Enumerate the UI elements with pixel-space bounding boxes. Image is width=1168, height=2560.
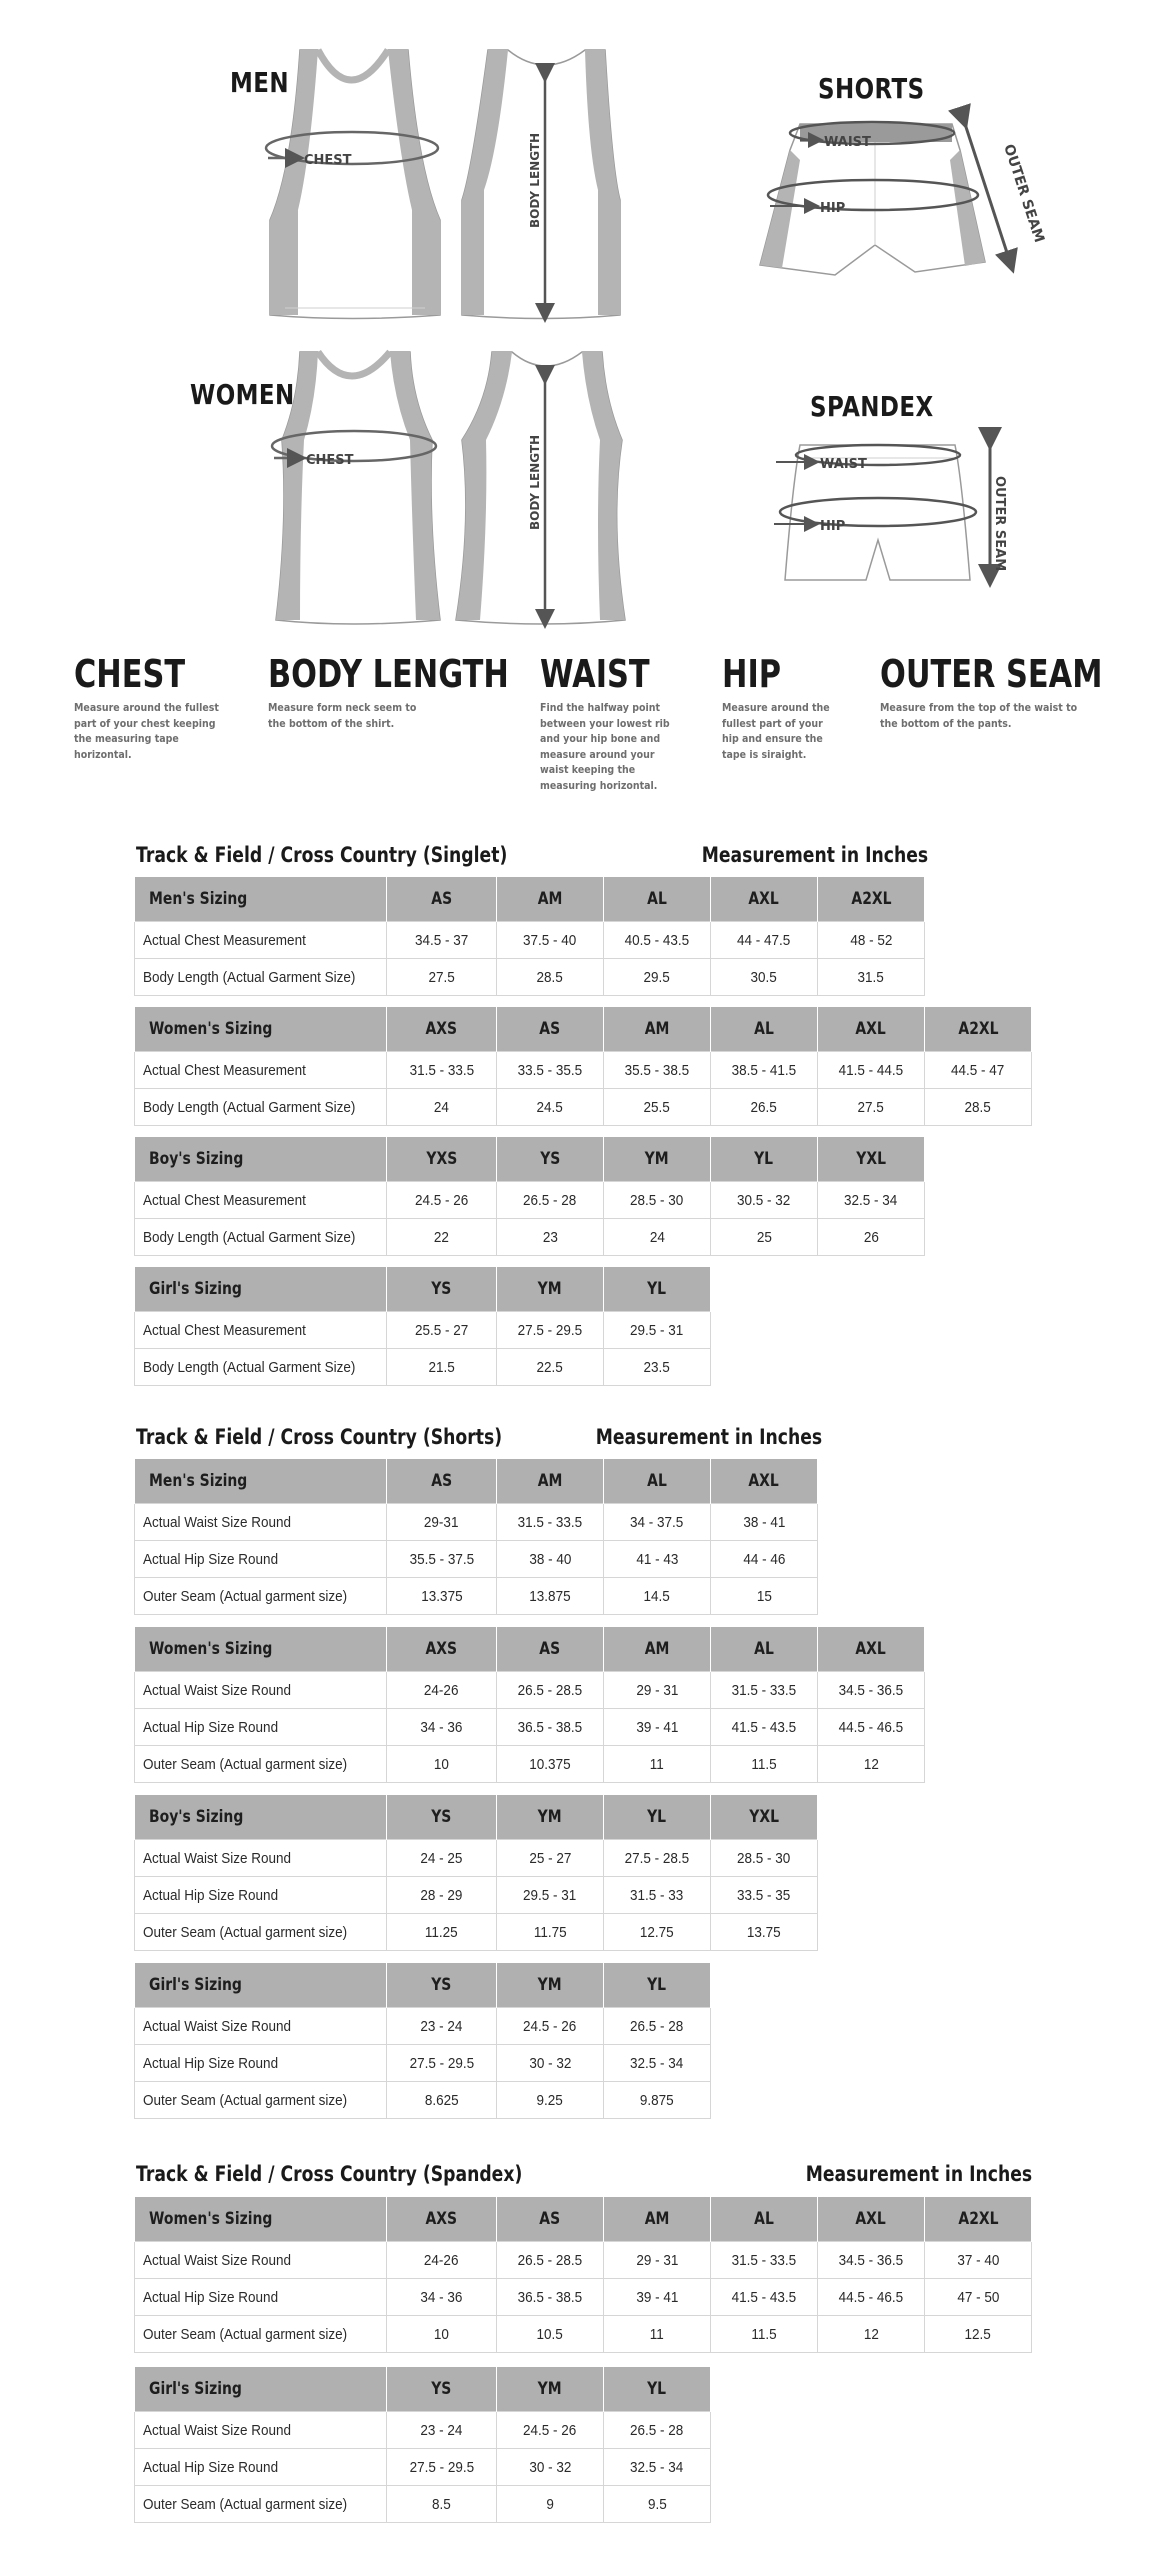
- cell-value: 26.5 - 28: [630, 2017, 684, 2035]
- cell-value: 32.5 - 34: [630, 2458, 684, 2476]
- women-chest-label: CHEST: [306, 453, 354, 468]
- size-header: AS: [539, 1019, 561, 1039]
- table-singlet-men: [134, 876, 925, 996]
- cell-value: 15: [756, 1587, 772, 1605]
- women-singlet-back: [456, 352, 625, 624]
- row-label: Actual Waist Size Round: [143, 2017, 292, 2035]
- cell-value: 12.5: [964, 2325, 992, 2343]
- size-header: AL: [754, 1019, 774, 1039]
- size-header: YL: [647, 1807, 667, 1827]
- cell-value: 34.5 - 36.5: [838, 1681, 904, 1699]
- cell-value: 9.25: [536, 2091, 564, 2109]
- cell-value: 41 - 43: [635, 1550, 679, 1568]
- table-row: [135, 2045, 711, 2082]
- table-row: [135, 2316, 1032, 2353]
- cell-value: 11: [649, 1755, 665, 1773]
- size-header: AS: [431, 1471, 452, 1491]
- table-header: Boy's Sizing: [149, 1807, 244, 1827]
- table-row: [135, 2008, 711, 2045]
- row-label: Actual Hip Size Round: [143, 2054, 279, 2072]
- cell-value: 34 - 36: [420, 2288, 463, 2306]
- cell-value: 23: [542, 1228, 558, 1246]
- cell-value: 24: [433, 1098, 450, 1116]
- size-header: YS: [539, 1149, 561, 1169]
- cell-value: 29-31: [424, 1513, 459, 1531]
- size-header: AL: [754, 1639, 774, 1659]
- row-label: Body Length (Actual Garment Size): [143, 1098, 356, 1116]
- size-header: YL: [647, 1975, 667, 1995]
- table-row: [135, 2242, 1032, 2279]
- cell-value: 31.5 - 33.5: [409, 1061, 474, 1079]
- glossary-waist: [540, 652, 705, 793]
- cell-value: 24.5 - 26: [414, 1191, 469, 1209]
- glossary-desc: Find the halfway point between your lowest rib and your hip bone and measure around your waist keeping the measuring horizontal.: [540, 701, 670, 792]
- women-singlet-front: [272, 352, 440, 624]
- cell-value: 23.5: [643, 1358, 671, 1376]
- table-row: [135, 1541, 818, 1578]
- shorts-outer-seam-label: OUTER SEAM: [1000, 142, 1048, 245]
- spandex-title: SPANDEX: [810, 390, 934, 423]
- glossary-desc: Measure around the fullest part of your hip and ensure the tape is siraight.: [722, 701, 830, 761]
- cell-value: 8.5: [432, 2495, 451, 2513]
- cell-value: 9.875: [640, 2091, 674, 2109]
- cell-value: 24.5 - 26: [523, 2421, 577, 2439]
- spandex-waist-label: WAIST: [820, 457, 867, 472]
- table-row: [135, 1914, 818, 1951]
- cell-value: 25: [756, 1228, 772, 1246]
- cell-value: 26.5 - 28.5: [517, 2251, 583, 2269]
- size-header: YXL: [856, 1149, 886, 1169]
- table-spandex-women: [134, 2196, 1032, 2353]
- cell-value: 27.5 - 29.5: [409, 2458, 474, 2476]
- table-header: Girl's Sizing: [149, 1279, 242, 1299]
- cell-value: 38.5 - 41.5: [731, 1061, 797, 1079]
- size-header: AXL: [855, 1639, 887, 1659]
- cell-value: 8.625: [424, 2091, 459, 2109]
- cell-value: 26.5 - 28: [630, 2421, 684, 2439]
- cell-value: 34.5 - 37: [414, 931, 469, 949]
- size-header: AL: [647, 889, 667, 909]
- size-header: AL: [754, 2209, 774, 2229]
- table-row: [135, 1578, 818, 1615]
- size-header: A2XL: [957, 2209, 999, 2229]
- table-row: [135, 1219, 925, 1256]
- cell-value: 27.5 - 28.5: [624, 1849, 690, 1867]
- men-body-length-label: BODY LENGTH: [528, 132, 542, 228]
- table-row: [135, 959, 925, 996]
- cell-value: 23 - 24: [420, 2421, 463, 2439]
- size-header: AXL: [748, 889, 780, 909]
- cell-value: 39 - 41: [635, 2288, 679, 2306]
- size-header: AXS: [425, 1639, 458, 1659]
- size-header: YM: [538, 1279, 562, 1299]
- row-label: Body Length (Actual Garment Size): [143, 1358, 356, 1376]
- size-header: YL: [647, 1279, 667, 1299]
- glossary-outer-seam: [880, 652, 1110, 731]
- cell-value: 26.5: [750, 1098, 778, 1116]
- row-label: Actual Hip Size Round: [143, 1718, 279, 1736]
- cell-value: 27.5 - 29.5: [517, 1321, 583, 1339]
- row-label: Actual Chest Measurement: [143, 1191, 306, 1209]
- cell-value: 32.5 - 34: [844, 1191, 898, 1209]
- cell-value: 44 - 46: [742, 1550, 786, 1568]
- cell-value: 12: [863, 2325, 879, 2343]
- table-shorts-boys: [134, 1794, 818, 1951]
- cell-value: 30 - 32: [528, 2054, 572, 2072]
- row-label: Actual Chest Measurement: [143, 1321, 306, 1339]
- cell-value: 44.5 - 46.5: [838, 2288, 904, 2306]
- glossary-body-length: [268, 652, 509, 731]
- cell-value: 11.25: [425, 1923, 458, 1941]
- cell-value: 10.375: [529, 1755, 571, 1773]
- cell-value: 28.5 - 30: [737, 1849, 791, 1867]
- size-header: YL: [754, 1149, 774, 1169]
- cell-value: 29.5: [643, 968, 671, 986]
- spandex-outer-seam-label: OUTER SEAM: [992, 476, 1007, 572]
- size-header: AM: [644, 1019, 670, 1039]
- row-label: Actual Chest Measurement: [143, 931, 306, 949]
- row-label: Outer Seam (Actual garment size): [143, 1587, 348, 1605]
- cell-value: 31.5 - 33: [630, 1886, 684, 1904]
- section-unit-shorts: Measurement in Inches: [595, 1425, 822, 1449]
- cell-value: 44.5 - 47: [951, 1061, 1005, 1079]
- cell-value: 36.5 - 38.5: [517, 1718, 583, 1736]
- row-label: Actual Hip Size Round: [143, 1886, 279, 1904]
- row-label: Actual Hip Size Round: [143, 1550, 279, 1568]
- cell-value: 29.5 - 31: [523, 1886, 577, 1904]
- cell-value: 13.375: [420, 1587, 463, 1605]
- men-title: MEN: [230, 66, 289, 99]
- size-header: A2XL: [850, 889, 892, 909]
- cell-value: 35.5 - 37.5: [409, 1550, 474, 1568]
- cell-value: 23 - 24: [420, 2017, 463, 2035]
- cell-value: 32.5 - 34: [630, 2054, 684, 2072]
- table-header: Girl's Sizing: [149, 2379, 242, 2399]
- table-header: Women's Sizing: [149, 2209, 273, 2229]
- table-shorts-women: [134, 1626, 925, 1783]
- glossary-desc: Measure from the top of the waist to the bottom of the pants.: [880, 701, 1078, 730]
- cell-value: 29.5 - 31: [630, 1321, 684, 1339]
- size-header: YL: [647, 2379, 667, 2399]
- women-title: WOMEN: [190, 378, 295, 411]
- table-row: [135, 2279, 1032, 2316]
- cell-value: 22.5: [536, 1358, 564, 1376]
- glossary-term: OUTER SEAM: [880, 652, 1103, 696]
- size-header: AM: [644, 2209, 670, 2229]
- table-row: [135, 1312, 711, 1349]
- table-row: [135, 1840, 818, 1877]
- cell-value: 12.75: [640, 1923, 674, 1941]
- size-header: AXS: [425, 2209, 458, 2229]
- cell-value: 10: [433, 2325, 450, 2343]
- glossary-desc: Measure form neck seem to the bottom of the shirt.: [268, 701, 417, 730]
- cell-value: 41.5 - 43.5: [731, 1718, 797, 1736]
- table-row: [135, 1504, 818, 1541]
- cell-value: 37.5 - 40: [523, 931, 577, 949]
- cell-value: 24-26: [424, 1681, 459, 1699]
- cell-value: 25 - 27: [528, 1849, 572, 1867]
- cell-value: 30.5 - 32: [737, 1191, 791, 1209]
- glossary-term: BODY LENGTH: [268, 652, 509, 696]
- cell-value: 9: [546, 2495, 554, 2513]
- cell-value: 40.5 - 43.5: [624, 931, 690, 949]
- size-header: AXL: [748, 1471, 780, 1491]
- cell-value: 13.75: [747, 1923, 781, 1941]
- size-header: AS: [431, 889, 452, 909]
- size-header: AXL: [855, 1019, 887, 1039]
- cell-value: 12: [863, 1755, 879, 1773]
- size-header: YS: [431, 1975, 452, 1995]
- size-header: A2XL: [957, 1019, 999, 1039]
- men-singlet-back: [462, 50, 620, 319]
- size-header: YM: [538, 1807, 562, 1827]
- size-header: YM: [645, 1149, 669, 1169]
- cell-value: 39 - 41: [635, 1718, 679, 1736]
- row-label: Actual Waist Size Round: [143, 1681, 292, 1699]
- glossary-chest: [74, 652, 254, 762]
- row-label: Actual Waist Size Round: [143, 2421, 292, 2439]
- section-unit-spandex: Measurement in Inches: [805, 2162, 1032, 2186]
- cell-value: 24-26: [424, 2251, 459, 2269]
- cell-value: 27.5 - 29.5: [409, 2054, 474, 2072]
- cell-value: 48 - 52: [849, 931, 893, 949]
- table-row: [135, 922, 925, 959]
- cell-value: 24 - 25: [420, 1849, 463, 1867]
- cell-value: 26.5 - 28: [523, 1191, 577, 1209]
- cell-value: 11.75: [533, 1923, 567, 1941]
- size-header: AM: [537, 889, 563, 909]
- row-label: Actual Waist Size Round: [143, 2251, 292, 2269]
- row-label: Body Length (Actual Garment Size): [143, 1228, 356, 1246]
- row-label: Outer Seam (Actual garment size): [143, 2325, 348, 2343]
- cell-value: 31.5 - 33.5: [731, 2251, 797, 2269]
- cell-value: 11.5: [751, 1755, 777, 1773]
- row-label: Outer Seam (Actual garment size): [143, 2091, 348, 2109]
- spandex-hip-label: HIP: [820, 519, 846, 534]
- cell-value: 13.875: [529, 1587, 571, 1605]
- cell-value: 44 - 47.5: [737, 931, 791, 949]
- table-row: [135, 2486, 711, 2523]
- cell-value: 11: [649, 2325, 665, 2343]
- glossary-term: WAIST: [540, 652, 650, 696]
- cell-value: 27.5: [857, 1098, 885, 1116]
- men-chest-label: CHEST: [304, 153, 352, 168]
- table-header: Men's Sizing: [149, 1471, 248, 1491]
- cell-value: 29 - 31: [635, 1681, 679, 1699]
- cell-value: 33.5 - 35.5: [517, 1061, 583, 1079]
- table-row: [135, 1089, 1032, 1126]
- size-header: YS: [431, 2379, 452, 2399]
- men-singlet-front: [266, 50, 440, 319]
- row-label: Actual Waist Size Round: [143, 1849, 292, 1867]
- table-row: [135, 1877, 818, 1914]
- cell-value: 47 - 50: [956, 2288, 1000, 2306]
- size-header: YS: [431, 1807, 452, 1827]
- cell-value: 21.5: [428, 1358, 455, 1376]
- table-singlet-women: [134, 1006, 1032, 1126]
- row-label: Outer Seam (Actual garment size): [143, 1923, 348, 1941]
- cell-value: 41.5 - 44.5: [838, 1061, 904, 1079]
- cell-value: 35.5 - 38.5: [624, 1061, 690, 1079]
- section-title-singlet: Track & Field / Cross Country (Singlet): [136, 843, 508, 867]
- cell-value: 24.5: [536, 1098, 564, 1116]
- size-header: YM: [538, 1975, 562, 1995]
- table-row: [135, 1349, 711, 1386]
- cell-value: 38 - 41: [742, 1513, 786, 1531]
- cell-value: 24: [649, 1228, 665, 1246]
- row-label: Outer Seam (Actual garment size): [143, 1755, 348, 1773]
- table-header: Boy's Sizing: [149, 1149, 244, 1169]
- section-unit-singlet: Measurement in Inches: [701, 843, 928, 867]
- section-title-shorts: Track & Field / Cross Country (Shorts): [136, 1425, 503, 1449]
- cell-value: 26.5 - 28.5: [517, 1681, 583, 1699]
- row-label: Outer Seam (Actual garment size): [143, 2495, 348, 2513]
- table-row: [135, 1182, 925, 1219]
- size-header: YM: [538, 2379, 562, 2399]
- cell-value: 34 - 37.5: [630, 1513, 684, 1531]
- table-header: Men's Sizing: [149, 889, 248, 909]
- cell-value: 26: [863, 1228, 879, 1246]
- table-singlet-girls: [134, 1266, 711, 1386]
- cell-value: 33.5 - 35: [737, 1886, 791, 1904]
- cell-value: 25.5 - 27: [414, 1321, 469, 1339]
- cell-value: 24.5 - 26: [523, 2017, 577, 2035]
- table-shorts-men: [134, 1458, 818, 1615]
- table-row: [135, 2082, 711, 2119]
- women-body-length-label: BODY LENGTH: [528, 434, 542, 530]
- cell-value: 10.5: [536, 2325, 564, 2343]
- glossary-term: CHEST: [74, 652, 186, 696]
- size-header: AM: [644, 1639, 670, 1659]
- cell-value: 28.5: [536, 968, 564, 986]
- size-header: YXL: [749, 1807, 779, 1827]
- cell-value: 11.5: [751, 2325, 777, 2343]
- table-row: [135, 2449, 711, 2486]
- size-header: AL: [647, 1471, 667, 1491]
- size-header: AXS: [425, 1019, 458, 1039]
- cell-value: 30 - 32: [528, 2458, 572, 2476]
- row-label: Actual Chest Measurement: [143, 1061, 306, 1079]
- size-header: AXL: [855, 2209, 887, 2229]
- glossary-desc: Measure around the fullest part of your chest keeping the measuring tape horizontal.: [74, 701, 219, 761]
- size-header: YS: [431, 1279, 452, 1299]
- table-row: [135, 2412, 711, 2449]
- cell-value: 31.5: [857, 968, 885, 986]
- cell-value: 28.5: [964, 1098, 992, 1116]
- shorts-title: SHORTS: [818, 72, 925, 105]
- cell-value: 29 - 31: [635, 2251, 679, 2269]
- cell-value: 28.5 - 30: [630, 1191, 684, 1209]
- cell-value: 38 - 40: [528, 1550, 572, 1568]
- table-row: [135, 1672, 925, 1709]
- shorts-drawing: [760, 122, 1047, 275]
- cell-value: 44.5 - 46.5: [838, 1718, 904, 1736]
- cell-value: 30.5: [750, 968, 778, 986]
- cell-value: 36.5 - 38.5: [517, 2288, 583, 2306]
- glossary-term: HIP: [722, 652, 782, 696]
- row-label: Actual Waist Size Round: [143, 1513, 292, 1531]
- row-label: Body Length (Actual Garment Size): [143, 968, 356, 986]
- table-row: [135, 1709, 925, 1746]
- spandex-drawing: [774, 445, 1007, 582]
- cell-value: 31.5 - 33.5: [731, 1681, 797, 1699]
- size-header: AS: [539, 1639, 561, 1659]
- row-label: Actual Hip Size Round: [143, 2458, 279, 2476]
- table-header: Girl's Sizing: [149, 1975, 242, 1995]
- cell-value: 25.5: [643, 1098, 671, 1116]
- cell-value: 10: [433, 1755, 450, 1773]
- cell-value: 37 - 40: [956, 2251, 1000, 2269]
- glossary-hip: [722, 652, 862, 762]
- garment-illustrations: [0, 0, 1168, 640]
- cell-value: 14.5: [643, 1587, 671, 1605]
- cell-value: 28 - 29: [420, 1886, 463, 1904]
- table-header: Women's Sizing: [149, 1019, 273, 1039]
- table-row: [135, 1746, 925, 1783]
- cell-value: 34 - 36: [420, 1718, 463, 1736]
- cell-value: 22: [433, 1228, 450, 1246]
- size-header: AS: [539, 2209, 561, 2229]
- cell-value: 41.5 - 43.5: [731, 2288, 797, 2306]
- cell-value: 27.5: [428, 968, 455, 986]
- cell-value: 34.5 - 36.5: [838, 2251, 904, 2269]
- row-label: Actual Hip Size Round: [143, 2288, 279, 2306]
- cell-value: 9.5: [647, 2495, 667, 2513]
- table-singlet-boys: [134, 1136, 925, 1256]
- size-header: AM: [537, 1471, 563, 1491]
- cell-value: 31.5 - 33.5: [517, 1513, 583, 1531]
- table-shorts-girls: [134, 1962, 711, 2119]
- size-header: YXS: [426, 1149, 457, 1169]
- section-title-spandex: Track & Field / Cross Country (Spandex): [136, 2162, 523, 2186]
- table-spandex-girls: [134, 2366, 711, 2523]
- table-header: Women's Sizing: [149, 1639, 273, 1659]
- shorts-hip-label: HIP: [820, 201, 846, 216]
- shorts-waist-label: WAIST: [824, 135, 871, 150]
- table-row: [135, 1052, 1032, 1089]
